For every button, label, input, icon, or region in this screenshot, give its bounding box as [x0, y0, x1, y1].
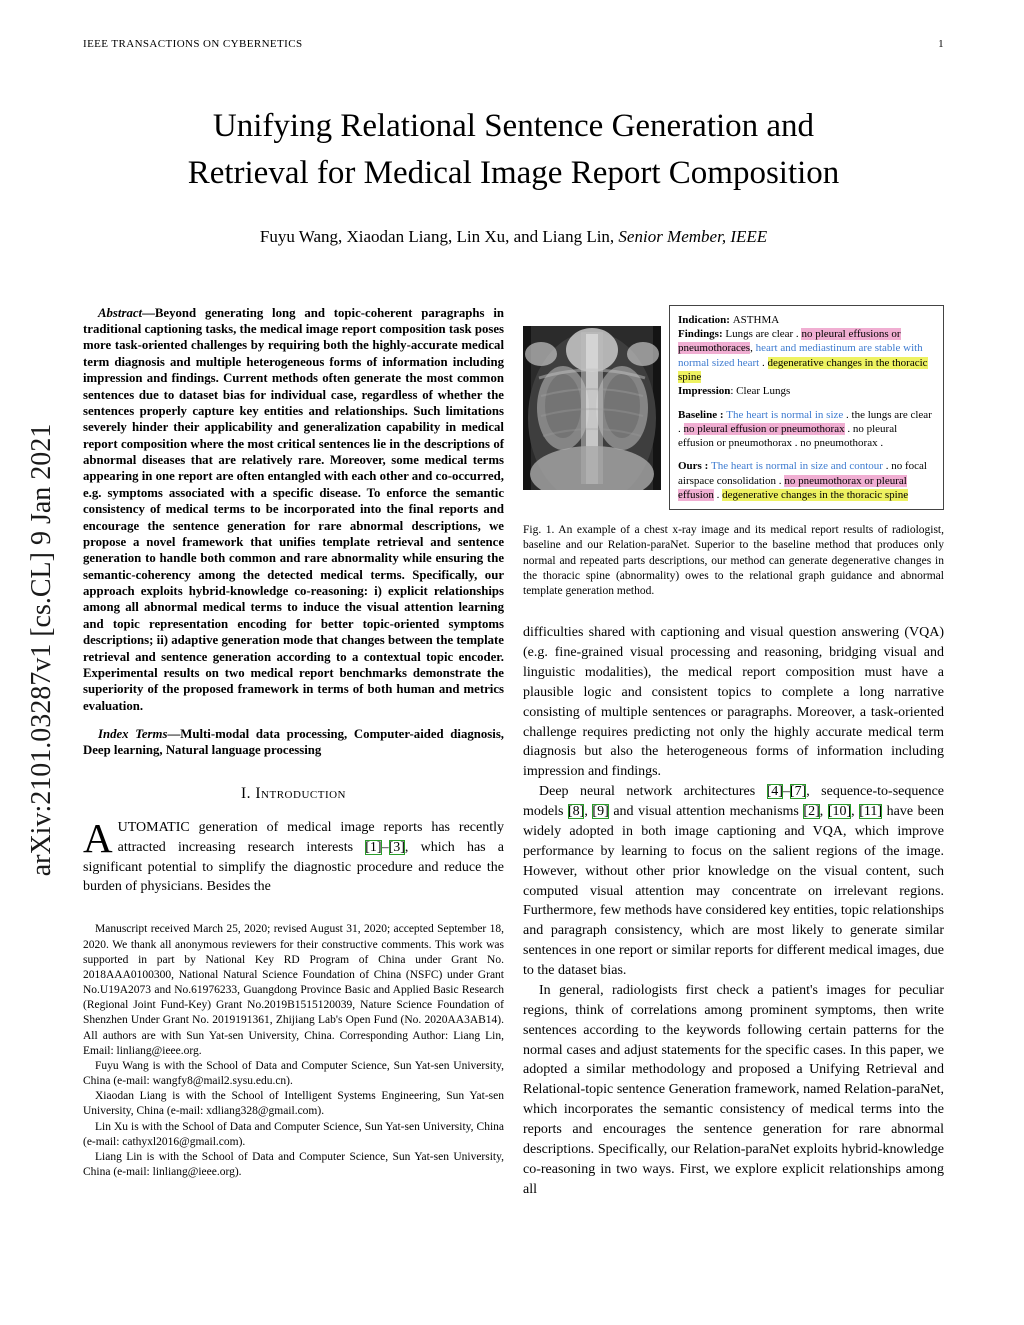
text-segment: Deep neural network architectures [539, 784, 767, 800]
figure-1-caption-label: Fig. 1. [523, 524, 555, 537]
index-terms-dash: — [167, 727, 181, 742]
footnotes-block [83, 922, 504, 1180]
page-number: 1 [938, 38, 944, 50]
abstract-dash: — [142, 305, 155, 320]
chest-xray-svg [523, 326, 661, 490]
chest-xray-image [523, 326, 661, 490]
index-terms-text: Multi-modal data processing, Computer-aided diagnosis, Deep learning, Natural language processing [83, 727, 504, 758]
text-segment: ASTHMA [732, 313, 780, 326]
text-segment: degenerative changes in the thoracic spine [678, 356, 928, 383]
left-column [83, 305, 504, 1200]
text-segment: . [759, 356, 768, 369]
report-indication-line [678, 313, 935, 327]
footnote-author-2: Xiaodan Liang is with the School of Intelligent Systems Engineering, Sun Yat-sen University, China (e-mail: xdliang328@gmail.com). [83, 1090, 504, 1118]
author-membership: Senior Member, IEEE [618, 226, 768, 246]
right-column [523, 305, 944, 1200]
figure-1 [523, 305, 944, 599]
figure-1-content [523, 305, 944, 511]
text-segment: , [750, 342, 756, 355]
author-names: Fuyu Wang, Xiaodan Liang, Lin Xu, and Liang Lin, [259, 226, 619, 246]
text-segment: , which has a significant potential to simplify the diagnostic procedure and reduce the burden of physicians. Besides the [83, 839, 504, 895]
report-baseline-line [678, 408, 935, 451]
text-segment: . the lungs are clear . [678, 408, 932, 435]
intro-paragraph [83, 814, 504, 898]
citation-link[interactable]: [8] [568, 804, 585, 820]
report-findings-line [678, 327, 935, 384]
figure-1-caption [523, 523, 944, 599]
section-heading-introduction: I. Introduction [240, 784, 346, 802]
text-segment: . no pleural effusion or pneumothorax . no pneumothorax . [678, 422, 898, 450]
citation-link[interactable]: [3] [388, 839, 405, 855]
text-segment: – [782, 784, 790, 800]
arxiv-banner-text: arXiv:2101.03287v1 [cs.CL] 9 Jan 2021 [26, 423, 57, 877]
text-segment: . [713, 488, 723, 501]
body-paragraph-1: difficulties shared with captioning and visual question answering (VQA) (e.g. fine-grained visual processing and reasoning, bridging visual and linguistic modalities), the medical report composition must have a plausible logic and consistent topics to complete a long narrative consisting of multiple sentences or paragraphs. Moreover, a task-oriented challenge requires predicting not only the highly accurate medical term diagnosis but also the heterogeneous forms of information including impression and findings. [523, 625, 944, 780]
index-terms-label: Index Terms [98, 727, 168, 742]
journal-name: IEEE TRANSACTIONS ON CYBERNETICS [83, 38, 303, 50]
text-segment: Ours : [678, 460, 711, 473]
citation-link[interactable]: [10] [827, 804, 852, 820]
text-segment: no pleural effusions or pneumothoraces [678, 328, 901, 355]
paper-title: Unifying Relational Sentence Generation and Retrieval for Medical Image Report Composition [187, 108, 840, 191]
text-segment: Impression [678, 385, 731, 398]
text-segment: , [851, 804, 860, 820]
body-paragraph-3: In general, radiologists first check a patient's images for peculiar regions, think of correlations among prominent symptoms, then write sentences according to the keywords following certain patterns for the normal cases and adjust statements for the specific cases. In this paper, we adopted a similar methodology and proposed a Unifying Retrieval and Relational-topic sentence Generation framework, named Relation-paraNet, which incorporates the semantic consistency of medical terms into the reports and encourages the sentence generation for rare abnormal descriptions. Specifically, our Relation-paraNet exploits hybrid-knowledge co-reasoning in two ways. First, we explore explicit relationships among all [523, 982, 944, 1197]
text-segment: , sequence-to-sequence models [523, 784, 944, 820]
footnote-manuscript: Manuscript received March 25, 2020; revised August 31, 2020; accepted September 18, 2020. We thank all anonymous reviewers for their constructive comments. This work was supported in part by National Key RD Program of China under Grant No. 2018AAA0100300, National Natural Science Foundation of China (NSFC) under Grant No.U19A2073 and No.61976233, Guangdong Province Basic and Applied Basic Research (Regional Joint Fund-Key) Grant No.2019B1515120039, Nature Science Foundation of Shenzhen Under Grant No. 2019191361, Zhijiang Lab's Open Fund (No. 2020AA3AB14). All authors are with Sun Yat-sen University, China. Corresponding Author: Liang Lin, Email: linliang@ieee.org. [83, 923, 504, 1057]
figure-1-caption-text: An example of a chest x-ray image and its medical report results of radiologist, baseline and our Relation-paraNet. Superior to the baseline method that produces only normal and repeated parts descriptions, our method can generate degenerative changes in the thoracic spine (abnormality) owes to the relational graph guidance and abnormal template generation method. [523, 524, 945, 597]
citation-link[interactable]: [1] [365, 839, 382, 855]
text-segment: Findings: [678, 328, 726, 341]
text-segment: , [819, 804, 828, 820]
text-segment: have been widely adopted in both image captioning and VQA, which improve performance by learning to focus on the salient regions of the image. However, without other prior knowledge on the visual content, such computed visual attention may concentrate on irrelevant regions. Furthermore, few methods have considered key entities, topic relationships and paragraph consistency, which are most likely to generate similar sentences in one report or similar reports for different medical images, due to the dataset bias. [523, 804, 945, 979]
text-segment: UTOMATIC generation of medical image reports has recently attracted increasing research interests [117, 819, 504, 855]
text-segment: The heart is normal in size and contour [711, 460, 883, 473]
text-segment: heart and mediastinum are stable with normal sized heart [678, 342, 923, 369]
text-segment: degenerative changes in the thoracic spine [722, 488, 909, 501]
text-segment: Indication: [678, 313, 733, 326]
abstract-paragraph [83, 305, 504, 714]
text-segment: Lungs are clear . [725, 328, 802, 341]
text-segment: no pleural effusion or pneumothorax [683, 422, 845, 435]
citation-link[interactable]: [2] [803, 804, 820, 820]
text-segment: no pneumothorax or pleural effusion [678, 474, 907, 501]
text-segment: : Clear Lungs [730, 385, 791, 398]
text-segment: , [584, 804, 593, 820]
index-terms-paragraph [83, 726, 504, 759]
footnote-author-3: Lin Xu is with the School of Data and Computer Science, Sun Yat-sen University, China (e-mail: cathyxl2016@gmail.com). [83, 1120, 504, 1148]
citation-link[interactable]: [11] [859, 804, 883, 820]
two-column-body [83, 305, 944, 1200]
text-segment: – [381, 839, 389, 855]
footnote-author-4: Liang Lin is with the School of Data and Computer Science, Sun Yat-sen University, China (e-mail: linliang@ieee.org). [83, 1150, 504, 1179]
citation-link[interactable]: [7] [789, 784, 807, 800]
intro-paragraph-text [83, 814, 504, 895]
abstract-label: Abstract [98, 305, 143, 320]
abstract-text: Beyond generating long and topic-coherent paragraphs in traditional captioning tasks, the medical image report composition task poses more task-oriented challenges by requiring both the highly-accurate medical term diagnosis and multiple heterogeneous forms of information including impression and findings. Current methods often generate the most common sentences due to dataset bias for individual case, regardless of whether the sentences properly capture key entities and relationships. Such limitations severely hinder their applicability and generalization capability in medical report composition where the most critical sentences lie in the descriptions of abnormal diseases that are relatively rare. Moreover, some medical terms appearing in one report are often entangled with each other and co-occurred, e.g. symptoms associated with a specific disease. To enforce the semantic consistency of medical terms to be incorporated into the final reports and encourage the sentence generation for rare abnormal descriptions, we propose a novel framework that unifies template retrieval and sentence generation to handle both common and rare abnormality while ensuring the semantic-coherency among the detected medical terms. Specifically, our approach exploits hybrid-knowledge co-reasoning: i) explicit relationships among all abnormal medical terms to induce the visual attention learning and topic representation encoding for better topic-oriented symptoms descriptions; ii) adaptive generation mode that changes between the template retrieval and sentence generation according to a contextual topic encoder. Experimental results on two medical report benchmarks demonstrate the superiority of the proposed framework in terms of both human and metrics evaluation. [83, 305, 504, 713]
text-segment: The heart is normal in size [726, 408, 844, 421]
citation-link[interactable]: [9] [592, 804, 609, 820]
text-segment: . no focal airspace consolidation . [678, 460, 927, 487]
dropcap-letter: A [83, 814, 113, 861]
text-segment: Baseline : [678, 408, 727, 421]
text-segment: and visual attention mechanisms [608, 804, 804, 820]
report-impression-line [678, 384, 935, 398]
running-header [83, 38, 944, 50]
body-paragraph-2 [523, 782, 944, 981]
report-box [669, 305, 944, 511]
footnote-author-1: Fuyu Wang is with the School of Data and Computer Science, Sun Yat-sen University, China (e-mail: wangfy8@mail2.sysu.edu.cn). [83, 1059, 504, 1088]
citation-link[interactable]: [4] [766, 784, 783, 800]
report-ours-line [678, 459, 935, 502]
author-line [83, 227, 944, 247]
